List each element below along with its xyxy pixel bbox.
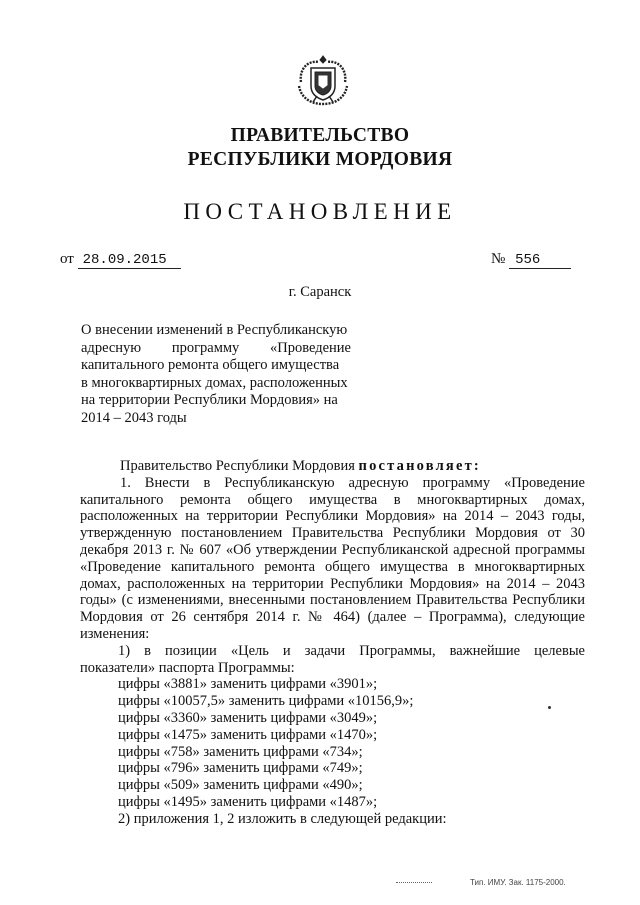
replacement-line: цифры «3881» заменить цифрами «3901»; (118, 676, 378, 693)
subject-line: в многоквартирных домах, расположенных (81, 374, 348, 391)
document-type-title: ПОСТАНОВЛЕНИЕ (183, 199, 457, 224)
intro-verb: постановляет: (358, 458, 481, 474)
replacement-line: цифры «796» заменить цифрами «749»; (118, 760, 363, 777)
item1-line: показатели» паспорта Программы: (80, 659, 295, 676)
replacement-line: цифры «3360» заменить цифрами «3049»; (118, 709, 378, 726)
date-prefix: от (60, 251, 74, 267)
subject-line: капитального ремонта общего имущества (81, 357, 340, 374)
scan-speck (548, 706, 551, 709)
para1-line: капитального ремонта общего имущества в многоквартирных домах, (80, 491, 585, 508)
replacement-line: цифры «1475» заменить цифрами «1470»; (118, 726, 378, 743)
print-mark: Тип. ИМУ. Зак. 1175-2000. (470, 878, 566, 887)
subject-line: адресную программу «Проведение (81, 339, 351, 356)
para1-line: Мордовия от 26 сентября 2014 г. № 464) (далее – Программа), следующие (80, 609, 585, 626)
city: г. Саранск (288, 284, 352, 300)
date-value: 28.09.2015 (78, 253, 181, 269)
subject-line: на территории Республики Мордовия» на (81, 392, 338, 409)
org-name-line2: РЕСПУБЛИКИ МОРДОВИЯ (187, 149, 453, 170)
para1-line: годы» (с изменениями, внесенными постановлением Правительства Республики (80, 592, 585, 609)
intro-text: Правительство Республики Мордовия (120, 458, 355, 474)
replacement-line: цифры «758» заменить цифрами «734»; (118, 743, 363, 760)
item2-line: 2) приложения 1, 2 изложить в следующей редакции: (118, 810, 447, 827)
item1-line: 1) в позиции «Цель и задачи Программы, важнейшие целевые (118, 642, 585, 659)
para1-line: «Проведение капитального ремонта общего имущества в многоквартирных (80, 558, 585, 575)
org-name-line1: ПРАВИТЕЛЬСТВО (230, 125, 410, 146)
replacement-line: цифры «1495» заменить цифрами «1487»; (118, 793, 378, 810)
footer-divider (396, 882, 432, 883)
para1-line: изменения: (80, 625, 150, 642)
para1-line: домах, расположенных на территории Республики Мордовия» на 2014 – 2043 (80, 575, 585, 592)
number-value: 556 (509, 253, 571, 269)
para1-line: 1. Внести в Республиканскую адресную программу «Проведение (120, 474, 585, 491)
intro-line (80, 458, 585, 475)
date-line (60, 250, 181, 269)
replacement-line: цифры «509» заменить цифрами «490»; (118, 777, 363, 794)
para1-line: декабря 2013 г. № 607 «Об утверждении Республиканской адресной программы (80, 541, 585, 558)
subject-line: О внесении изменений в Республиканскую (81, 322, 348, 338)
subject-block (81, 322, 351, 428)
coat-of-arms-emblem (293, 52, 353, 108)
subject-line: 2014 – 2043 годы (81, 409, 187, 426)
para1-line: расположенных на территории Республики Мордовия» на 2014 – 2043 годы, (80, 508, 585, 525)
replacement-line: цифры «10057,5» заменить цифрами «10156,9»; (118, 693, 414, 710)
number-line (491, 250, 571, 269)
para1-line: утвержденную постановлением Правительства Республики Мордовия от 30 (80, 525, 585, 542)
document-body (80, 458, 585, 828)
number-prefix: № (491, 251, 506, 267)
